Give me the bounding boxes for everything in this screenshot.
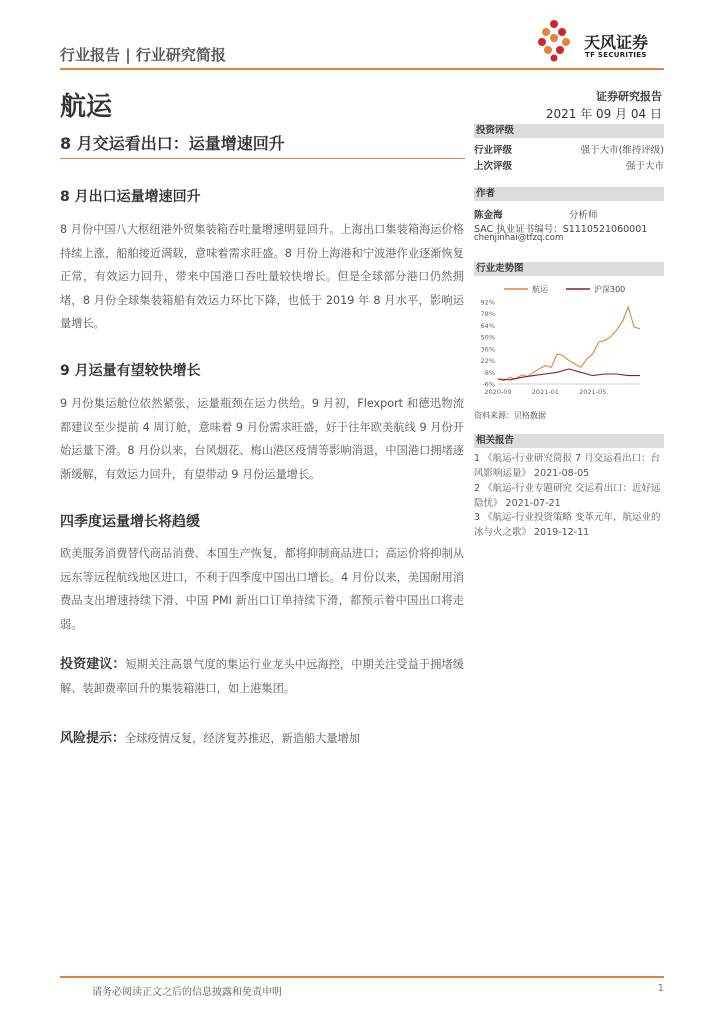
report-type: 证券研究报告 bbox=[596, 90, 662, 103]
title-divider bbox=[60, 158, 465, 159]
y-tick-label: 22% bbox=[480, 357, 495, 366]
x-tick-label: 2021-05 bbox=[579, 388, 607, 396]
series-line-hs300 bbox=[498, 369, 640, 380]
report-category: 行业报告 | 行业研究简报 bbox=[60, 46, 226, 64]
risk-label: 风险提示： bbox=[60, 731, 126, 746]
section-body: 8 月份中国八大枢纽港外贸集装箱吞吐量增速明显回升。上海出口集装箱海运价格持续上涨，船舶接近满载，意味着需求旺盛。8 月份上海港和宁波港作业逐渐恢复正常，有效运力回升，带来中国港口吞吐量较快增长。但是全球部分港口仍然拥堵，8 月份全球集装箱船有效运力环比下降，也低于 2019 年 8 月水平，影响运量增长。 bbox=[60, 223, 464, 330]
trend-chart bbox=[474, 280, 666, 400]
y-tick-label: 64% bbox=[480, 321, 495, 330]
y-tick-label: 36% bbox=[480, 345, 495, 354]
x-tick-label: 2020-09 bbox=[484, 388, 512, 396]
report-date: 2021 年 09 月 04 日 bbox=[545, 107, 662, 121]
sector-title: 航运 bbox=[60, 92, 113, 122]
risk-text: 全球疫情反复，经济复苏推迟，新造船大量增加 bbox=[125, 732, 360, 745]
author-name: 陈金海 bbox=[474, 210, 503, 221]
page-number: 1 bbox=[657, 983, 664, 994]
series-line-shipping bbox=[498, 307, 640, 381]
rating-heading: 投资评级 bbox=[474, 124, 664, 138]
rating-label: 行业评级 bbox=[474, 145, 513, 156]
y-tick-label: 8% bbox=[484, 368, 495, 377]
investment-text: 短期关注高景气度的集运行业龙头中远海控，中期关注受益于拥堵缓解、装卸费率回升的集装箱港口，如上港集团。 bbox=[60, 658, 464, 695]
section-heading: 8 月出口运量增速回升 bbox=[60, 189, 201, 205]
section-heading: 9 月运量有望较快增长 bbox=[60, 363, 201, 379]
related-heading: 相关报告 bbox=[474, 434, 664, 448]
rating-value: 强于大市(维持评级) bbox=[580, 145, 664, 156]
header-divider bbox=[60, 68, 664, 70]
chart-source: 资料来源：贝格数据 bbox=[474, 411, 546, 420]
y-tick-label: 50% bbox=[480, 333, 495, 342]
legend-label: 沪深300 bbox=[594, 285, 626, 294]
author-heading: 作者 bbox=[474, 187, 664, 201]
y-tick-label: -6% bbox=[482, 380, 495, 389]
footer-divider bbox=[60, 976, 664, 978]
y-tick-label: 78% bbox=[480, 310, 495, 319]
section-heading: 四季度运量增长将趋缓 bbox=[60, 514, 200, 530]
risk-warning bbox=[60, 727, 464, 751]
related-report[interactable]: 2 《航运-行业专题研究 交运看出口：近好远隐忧》 2021-07-21 bbox=[474, 483, 661, 509]
rating-value: 强于大市 bbox=[625, 161, 664, 172]
author-sac: SAC 执业证书编号：S1110521060001 bbox=[474, 224, 648, 235]
investment-label: 投资建议： bbox=[60, 657, 126, 672]
author-role: 分析师 bbox=[569, 210, 598, 221]
brand-subtitle: TF SECURITIES bbox=[585, 51, 647, 59]
related-report[interactable]: 3 《航运-行业投资策略 变革元年，航运业的冰与火之歌》 2019-12-11 bbox=[474, 512, 661, 538]
trend-heading: 行业走势图 bbox=[474, 262, 664, 276]
brand-name: 天风证券 bbox=[584, 33, 649, 52]
legend-label: 航运 bbox=[532, 285, 548, 294]
related-report[interactable]: 1 《航运-行业研究简报 7 月交运看出口：台风影响运量》 2021-08-05 bbox=[474, 453, 661, 479]
main-title: 8 月交运看出口：运量增速回升 bbox=[60, 134, 285, 153]
section-body: 欧美服务消费替代商品消费、本国生产恢复，都将抑制商品进口；高运价将抑制从远东等远程航线地区进口，不利于四季度中国出口增长。4 月份以来，美国耐用消费品支出增速持续下滑、中国 PMI 新出口订单持续下滑，都预示着中国出口将走弱。 bbox=[60, 547, 464, 631]
y-tick-label: 92% bbox=[480, 298, 495, 307]
section-body: 9 月份集运舱位依然紧张，运量瓶颈在运力供给。9 月初，Flexport 和德迅物流都建议至少提前 4 周订舱，意味着 9 月份需求旺盛，好于往年欧美航线 9 月份开始运量下滑。8 月份以来，台风烟花、梅山港区疫情等影响消退，中国港口拥堵逐渐缓解，有效运力回升，有望带动 9 月份运量增长。 bbox=[60, 397, 464, 481]
author-email[interactable]: chenjinhai@tfzq.com bbox=[474, 233, 564, 243]
rating-label: 上次评级 bbox=[474, 161, 513, 172]
x-tick-label: 2021-01 bbox=[531, 388, 559, 396]
investment-advice bbox=[60, 653, 464, 700]
footer-disclaimer: 请务必阅读正文之后的信息披露和免责申明 bbox=[92, 987, 282, 998]
